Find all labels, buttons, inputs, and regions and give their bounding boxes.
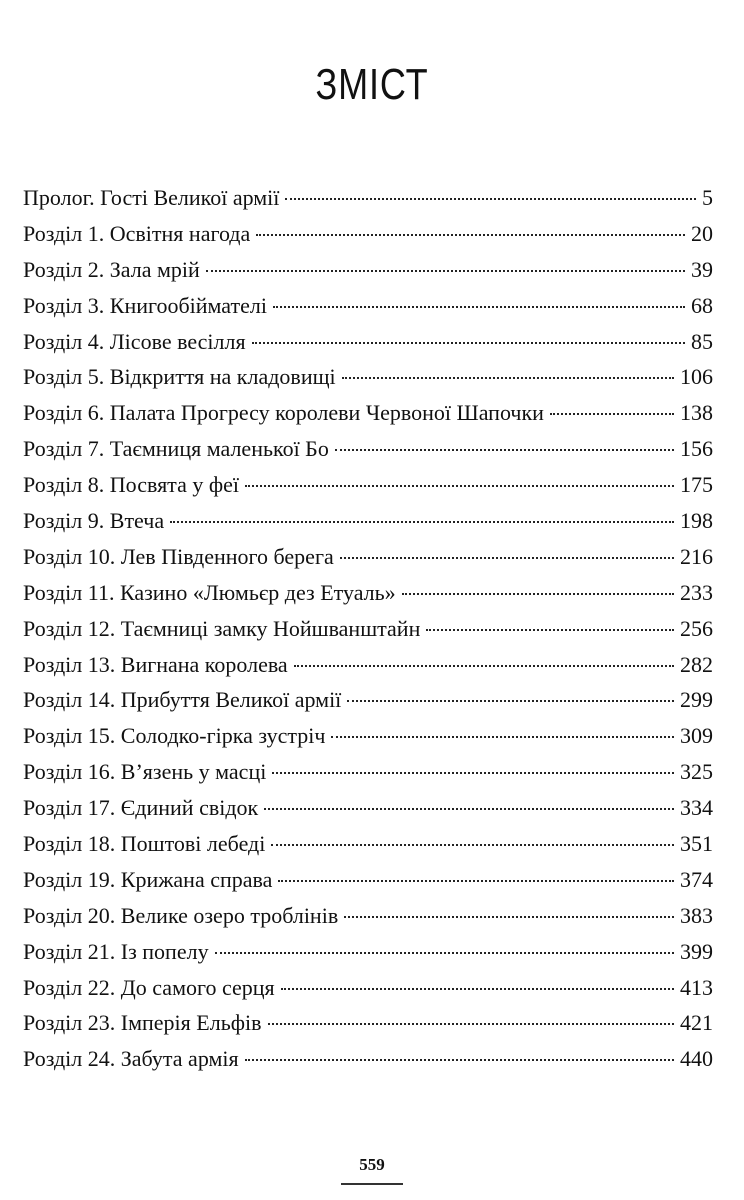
toc-entry xyxy=(23,647,713,683)
toc-entry-page: 216 xyxy=(680,543,713,569)
toc-entry-title: Розділ 20. Велике озеро троблінів xyxy=(23,902,339,928)
toc-entry-page: 334 xyxy=(680,795,713,821)
dot-leader xyxy=(347,678,674,702)
toc-entry-page: 156 xyxy=(680,436,713,462)
toc-entry-page: 351 xyxy=(680,831,713,857)
dot-leader xyxy=(264,786,674,810)
toc-entry-page: 85 xyxy=(691,328,713,354)
toc-entry-page: 198 xyxy=(680,508,713,534)
dot-leader xyxy=(285,176,696,200)
dot-leader xyxy=(331,714,674,738)
toc-entry-page: 383 xyxy=(680,902,713,928)
dot-leader xyxy=(273,284,685,308)
toc-entry-page: 374 xyxy=(680,866,713,892)
footer-rule xyxy=(341,1183,403,1185)
toc-entry-page: 299 xyxy=(680,687,713,713)
dot-leader xyxy=(294,643,674,667)
toc-entry-page: 5 xyxy=(702,185,713,210)
toc-entry-page: 106 xyxy=(680,364,713,390)
toc-entry-title: Розділ 21. Із попелу xyxy=(23,938,209,964)
toc-entry xyxy=(23,431,713,467)
toc-entry-title: Розділ 18. Поштові лебеді xyxy=(23,831,266,857)
toc-entry xyxy=(23,180,713,216)
toc-entry xyxy=(23,1041,713,1077)
dot-leader xyxy=(256,212,685,236)
toc-entry-title: Розділ 13. Вигнана королева xyxy=(23,651,288,677)
toc-entry-page: 175 xyxy=(680,472,713,498)
toc-entry xyxy=(23,503,713,539)
toc-entry-page: 68 xyxy=(691,292,713,318)
toc-entry xyxy=(23,575,713,611)
toc-entry-title: Розділ 3. Книгообіймателі xyxy=(23,292,267,318)
toc-entry xyxy=(23,395,713,431)
dot-leader xyxy=(281,966,674,990)
dot-leader xyxy=(170,499,674,523)
toc-entry xyxy=(23,718,713,754)
toc-entry-title: Розділ 6. Палата Прогресу королеви Червоної Шапочки xyxy=(23,400,544,426)
toc-entry-title: Пролог. Гості Великої армії xyxy=(23,185,280,210)
toc-entry-title: Розділ 8. Посвята у феї xyxy=(23,472,239,498)
dot-leader xyxy=(252,320,685,344)
toc-entry xyxy=(23,826,713,862)
toc-entry-title: Розділ 22. До самого серця xyxy=(23,974,275,1000)
toc-entry-title: Розділ 17. Єдиний свідок xyxy=(23,795,259,821)
dot-leader xyxy=(550,391,674,415)
toc-entry-title: Розділ 5. Відкриття на кладовищі xyxy=(23,364,336,390)
dot-leader xyxy=(245,1037,674,1061)
toc-entry-title: Розділ 14. Прибуття Великої армії xyxy=(23,687,342,713)
toc-entry xyxy=(23,611,713,647)
dot-leader xyxy=(426,607,674,631)
toc-entry xyxy=(23,288,713,324)
toc-entry-page: 325 xyxy=(680,759,713,785)
toc-entry xyxy=(23,467,713,503)
toc-entry-page: 399 xyxy=(680,938,713,964)
toc-entry xyxy=(23,862,713,898)
toc-entry xyxy=(23,970,713,1006)
table-of-contents xyxy=(23,180,713,1077)
toc-entry-page: 20 xyxy=(691,220,713,246)
toc-entry-page: 233 xyxy=(680,579,713,605)
dot-leader xyxy=(340,535,674,559)
toc-entry-page: 282 xyxy=(680,651,713,677)
toc-entry-page: 440 xyxy=(680,1046,713,1072)
toc-entry xyxy=(23,216,713,252)
dot-leader xyxy=(272,750,674,774)
toc-entry xyxy=(23,1005,713,1041)
toc-entry-page: 39 xyxy=(691,256,713,282)
toc-entry-page: 138 xyxy=(680,400,713,426)
toc-entry-title: Розділ 24. Забута армія xyxy=(23,1046,239,1072)
toc-entry-title: Розділ 23. Імперія Ельфів xyxy=(23,1010,262,1036)
dot-leader xyxy=(245,463,674,487)
dot-leader xyxy=(206,248,685,272)
toc-entry-title: Розділ 2. Зала мрій xyxy=(23,256,200,282)
toc-entry xyxy=(23,539,713,575)
toc-entry xyxy=(23,790,713,826)
toc-entry xyxy=(23,754,713,790)
toc-entry xyxy=(23,324,713,360)
dot-leader xyxy=(342,355,674,379)
toc-entry-title: Розділ 10. Лев Південного берега xyxy=(23,543,334,569)
page-title: ЗМІСТ xyxy=(315,60,429,109)
toc-entry-title: Розділ 7. Таємниця маленької Бо xyxy=(23,436,329,462)
dot-leader xyxy=(215,930,674,954)
toc-entry-page: 413 xyxy=(680,974,713,1000)
toc-entry xyxy=(23,898,713,934)
toc-entry-page: 309 xyxy=(680,723,713,749)
toc-entry xyxy=(23,934,713,970)
toc-entry-title: Розділ 9. Втеча xyxy=(23,508,165,534)
dot-leader xyxy=(344,894,674,918)
toc-entry-title: Розділ 16. В’язень у масці xyxy=(23,759,267,785)
dot-leader xyxy=(402,571,674,595)
toc-entry-title: Розділ 4. Лісове весілля xyxy=(23,328,246,354)
toc-entry-page: 421 xyxy=(680,1010,713,1036)
dot-leader xyxy=(335,427,674,451)
toc-entry-title: Розділ 1. Освітня нагода xyxy=(23,220,251,246)
toc-entry-title: Розділ 15. Солодко-гірка зустріч xyxy=(23,723,326,749)
toc-entry-title: Розділ 12. Таємниці замку Нойшванштайн xyxy=(23,615,421,641)
dot-leader xyxy=(271,822,674,846)
toc-entry xyxy=(23,359,713,395)
toc-entry xyxy=(23,682,713,718)
dot-leader xyxy=(278,858,674,882)
dot-leader xyxy=(268,1001,675,1025)
toc-entry xyxy=(23,252,713,288)
toc-entry-title: Розділ 19. Крижана справа xyxy=(23,866,273,892)
page-number: 559 xyxy=(359,1155,385,1174)
toc-entry-page: 256 xyxy=(680,615,713,641)
toc-entry-title: Розділ 11. Казино «Люмьєр дез Етуаль» xyxy=(23,579,396,605)
